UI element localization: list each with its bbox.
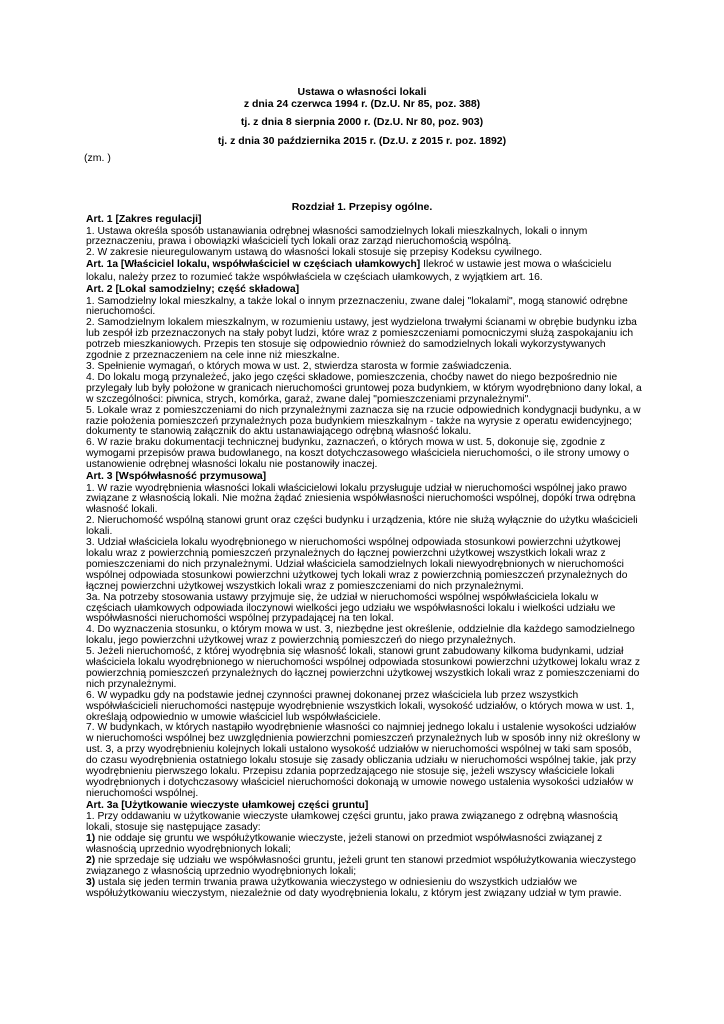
consolidated-text-line-1: tj. z dnia 8 sierpnia 2000 r. (Dz.U. Nr 80, poz. 903) — [240, 116, 484, 128]
item-number: 1) — [86, 833, 96, 845]
article-1a — [86, 259, 642, 284]
article-heading: Art. 1a [Właściciel lokalu, współwłaściciel w częściach ułamkowych] — [86, 259, 421, 271]
item-text: nie sprzedaje się udziału we współwłasności gruntu, jeżeli grunt ten stanowi przedmiot współużytkowania wieczystego związanego z własnością uprzednio wyodrębnionych lokali; — [86, 854, 637, 877]
paragraph: 4. Do wyznaczenia stosunku, o którym mowa w ust. 3, niezbędne jest określenie, oddzielnie dla każdego samodzielnego lokalu, jego powierzchni użytkowej wraz z powierzchnią pomieszczeń do niego przynależnych. — [86, 624, 635, 647]
paragraph: 1. Ustawa określa sposób ustanawiania odrębnej własności samodzielnych lokali mieszkalnych, lokali o innym przeznaczeniu, prawa i obowiązki właścicieli tych lokali oraz zarząd nieruchomością wspólną. — [86, 225, 588, 248]
act-date-line: z dnia 24 czerwca 1994 r. (Dz.U. Nr 85, poz. 388) — [243, 98, 481, 110]
article-heading: Art. 1 [Zakres regulacji] — [86, 214, 202, 225]
paragraph: 6. W wypadku gdy na podstawie jednej czynności prawnej dokonanej przez właściciela lub przez wszystkich współwłaścicieli nieruchomości następuje wyodrębnienie wszystkich lokali, wysokość udziałów, o których mowa w ust. 1, określają odpowiednio w umowie właściciel lub współwłaściciele. — [86, 689, 635, 723]
article-heading: Art. 2 [Lokal samodzielny; część składowa] — [86, 284, 300, 296]
paragraph: 2. Nieruchomość wspólną stanowi grunt oraz części budynku i urządzenia, które nie służą wyłącznie do użytku właścicieli lokali. — [86, 515, 638, 538]
paragraph: 5. Jeżeli nieruchomość, z której wyodrębnia się własność lokali, stanowi grunt zabudowany kilkoma budynkami, udział właściciela lokalu wyodrębnionego w nieruchomości wspólnej odpowiada stosunkowi powierzchni użytkowej lokalu wraz z powierzchnią pomieszczeń przynależnych do łącznej powierzchni użytkowej wszystkich lokali wraz z pomieszczeniami do nich przynależnymi. — [86, 646, 641, 690]
item-text: nie oddaje się gruntu we współużytkowanie wieczyste, jeżeli stanowi on przedmiot współwłasności związanej z własnością uprzednio wyodrębnionych lokali; — [86, 833, 603, 856]
paragraph: 6. W razie braku dokumentacji technicznej budynku, zaznaczeń, o których mowa w ust. 5, dokonuje się, zgodnie z wymogami przepisów prawa budowlanego, na koszt dotychczasowego właściciela nieruchomości, o ile strony umowy o ustanowienie odrębnej własności lokalu nie postanowiły inaczej. — [86, 437, 630, 471]
paragraph: 5. Lokale wraz z pomieszczeniami do nich przynależnymi zaznacza się na rzucie odpowiednich kondygnacji budynku, a w razie położenia pomieszczeń przynależnych poza budynkiem mieszkalnym - także na wyrysie z operatu ewidencyjnego; dokumenty te stanowią załącznik do aktu ustanawiającego odrębną własność lokalu. — [86, 404, 641, 438]
paragraph: 3. Udział właściciela lokalu wyodrębnionego w nieruchomości wspólnej odpowiada stosunkowi powierzchni użytkowej lokalu wraz z powierzchnią pomieszczeń przynależnych do łącznej powierzchni użytkowej wszystkich lokali wraz z pomieszczeniami do nich przynależnymi. Udział właściciela samodzielnych lokali niewyodrębnionych w nieruchomości wspólnej odpowiada stosunkowi powierzchni użytkowej tych lokali wraz z powierzchnią pomieszczeń przynależnych do łącznej powierzchni użytkowej wszystkich lokali wraz z pomieszczeniami do nich przynależnymi. — [86, 537, 628, 592]
item-number: 3) — [86, 876, 96, 888]
paragraph: 3. Spełnienie wymagań, o których mowa w ust. 2, stwierdza starosta w formie zaświadczenia. — [86, 360, 512, 372]
amendments-note: (zm. ) — [84, 152, 111, 164]
act-title: Ustawa o własności lokali — [297, 86, 427, 98]
article-heading: Art. 3a [Użytkowanie wieczyste ułamkowej części gruntu] — [86, 799, 369, 811]
list-item — [86, 856, 642, 878]
document-body — [86, 214, 642, 900]
paragraph: 4. Do lokalu mogą przynależeć, jako jego części składowe, pomieszczenia, choćby nawet do niego bezpośrednio nie przylegały lub były położone w granicach nieruchomości gruntowej poza budynkiem, w którym wyodrębniono dany lokal, a w szczególności: piwnica, strych, komórka, garaż, zwane dalej "pomieszczeniami przynależnymi". — [86, 371, 642, 405]
list-item — [86, 834, 642, 856]
item-number: 2) — [86, 854, 96, 866]
paragraph: 7. W budynkach, w których nastąpiło wyodrębnienie własności co najmniej jednego lokalu i ustalenie wysokości udziałów w nieruchomości wspólnej bez uwzględnienia powierzchni pomieszczeń przynależnych lub w sposób inny niż określony w ust. 3, a przy wyodrębnieniu kolejnych lokali ustalono wysokość udziałów w nieruchomości wspólnej w taki sam sposób, do czasu wyodrębnienia ostatniego lokalu stosuje się zasady obliczania udziału w nieruchomości wspólnej takie, jak przy wyodrębnieniu pierwszego lokalu. Przepisu zdania poprzedzającego nie stosuje się, jeżeli wszyscy właściciele lokali wyodrębnionych i dotychczasowy właściciel nieruchomości dokonają w umowie nowego ustalenia wysokości udziałów w nieruchomości wspólnej. — [86, 722, 641, 799]
article-text: Ilekroć w ustawie jest mowa o właścicielu lokalu, należy przez to rozumieć także współwłaściela w częściach ułamkowych, z wyjątkiem art. 16. — [86, 259, 612, 283]
chapter-heading: Rozdział 1. Przepisy ogólne. — [291, 201, 433, 213]
article-heading: Art. 3 [Współwłasność przymusowa] — [86, 471, 267, 483]
paragraph: 1. Samodzielny lokal mieszkalny, a także lokal o innym przeznaczeniu, zwane dalej "lokalami", mogą stanowić odrębne nieruchomości. — [86, 295, 628, 318]
item-text: ustala się jeden termin trwania prawa użytkowania wieczystego w odniesieniu do wszystkich udziałów we współużytkowaniu wieczystym, niezależnie od daty wyodrębnienia lokalu, z którym jest związany udział w tym prawie. — [86, 876, 622, 899]
paragraph: 2. Samodzielnym lokalem mieszkalnym, w rozumieniu ustawy, jest wydzielona trwałymi ścianami w obrębie budynku izba lub zespół izb przeznaczonych na stały pobyt ludzi, które wraz z pomieszczeniami pomocniczymi służą zaspokajaniu ich potrzeb mieszkaniowych. Przepis ten stosuje się odpowiednio również do samodzielnych lokali wykorzystywanych zgodnie z przeznaczeniem na cele inne niż mieszkalne. — [86, 317, 637, 362]
consolidated-text-line-2: tj. z dnia 30 października 2015 r. (Dz.U. z 2015 r. poz. 1892) — [217, 135, 507, 147]
paragraph: 1. W razie wyodrębnienia własności lokali właścicielowi lokalu przysługuje udział w nieruchomości wspólnej jako prawo związane z własnością lokali. Nie można żądać zniesienia współwłasności nieruchomości wspólnej, dopóki trwa odrębna własność lokali. — [86, 482, 636, 516]
paragraph: 3a. Na potrzeby stosowania ustawy przyjmuje się, że udział w nieruchomości wspólnej współwłaściciela lokalu w częściach ułamkowych odpowiada iloczynowi wielkości jego udziału we współwłasności lokalu i wielkości udziału we współwłasności nieruchomości wspólnej przypadającej na ten lokal. — [86, 591, 616, 625]
list-item — [86, 878, 642, 900]
paragraph: 2. W zakresie nieuregulowanym ustawą do własności lokali stosuje się przepisy Kodeksu cywilnego. — [86, 247, 543, 259]
paragraph: 1. Przy oddawaniu w użytkowanie wieczyste ułamkowej części gruntu, jako prawa związanego z odrębną własnością lokali, stosuje się następujące zasady: — [86, 811, 618, 834]
